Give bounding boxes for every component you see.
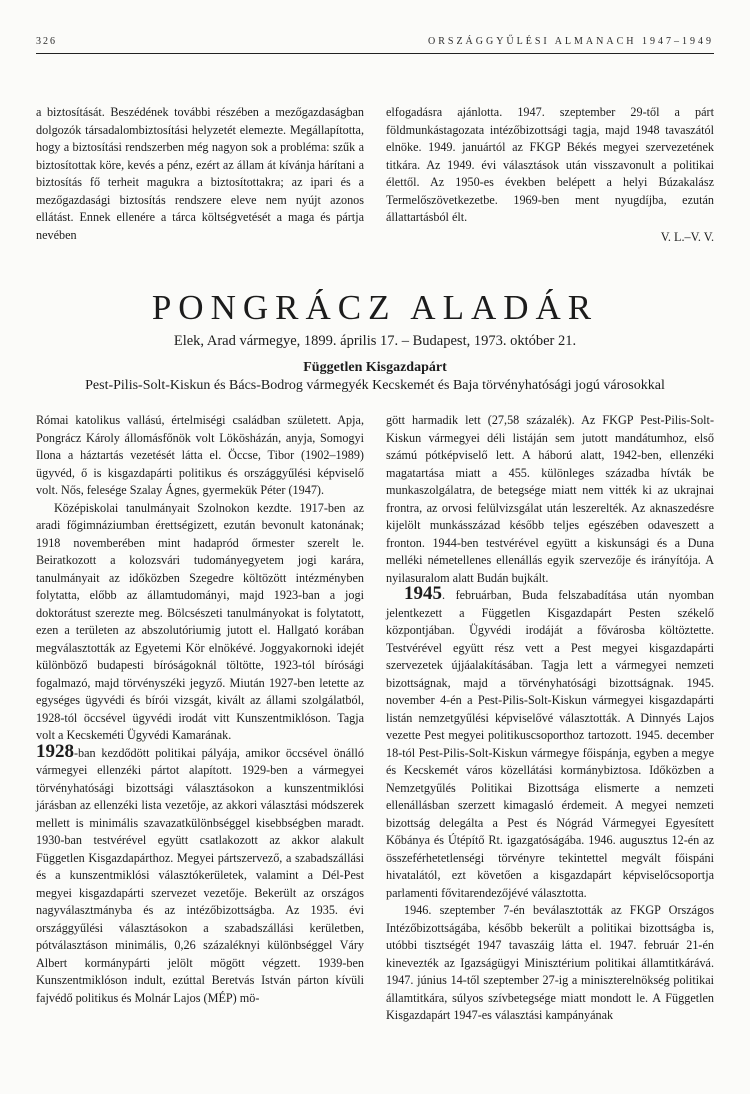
entry-right-column bbox=[386, 412, 714, 1025]
entry-body bbox=[36, 412, 714, 1025]
author-signature: V. L.–V. V. bbox=[660, 229, 714, 244]
paragraph-1945 bbox=[386, 583, 714, 902]
paragraph-politics-text: -ban kezdődött politikai pályája, amikor öccsével önálló vármegyei ellenzéki pártot alapított. 1929-ben a vármegyei törvényhatósági bizottsági választásokon a kunszentmiklósi járásban az ellenzéki lista vezetője, az akkori választási módszerek mellett is minimális szavazatkülönbséggel kisebbségben maradt. 1930-ban testvérével együtt csatlakozott az akkor alakult Független Kisgazdapárthoz. Megyei pártszervező, a szabadszállási és a kunszentmiklósi választókerületek, valamint a Dél-Pest megyei kisgazdapárti szervezet vezetője. Bekerült az országos nagyválasztmányba és az intézőbizottságba. Az 1935. évi országgyűlési választásokon a szabadszállási kerületben, pótválasztáson minimális, 0,26 százaléknyi különbséggel Váry Albert kormánypárti jelölt mögött végzett. 1939-ben Kunszentmiklóson indult, ezúttal Beretvás István párton kívüli fajvédő politikus és Molnár Lajos (MÉP) mö- bbox=[36, 745, 364, 1005]
previous-entry-right-column bbox=[386, 104, 714, 246]
page bbox=[36, 36, 714, 1025]
entry-district: Pest-Pilis-Solt-Kiskun és Bács-Bodrog vármegyék Kecskemét és Baja törvényhatósági jogú városokkal bbox=[85, 378, 665, 393]
previous-entry-left-column bbox=[36, 104, 364, 246]
previous-entry-ending bbox=[36, 104, 714, 246]
paragraph-education: Középiskolai tanulmányait Szolnokon kezdte. 1917-ben az aradi főgimnáziumban érettségizett, ezután bevonult katonának; 1918 novemberében mint hadapród őrmester szerelt le. Beiratkozott a kolozsvári tudományegyetem jogi karára, tanulmányait az időközben Szegedre költözött intézményben folytatta, előbb az államtudományi, majd 1923-ban a jogi doktorátust szerezte meg. Bölcsészeti tanulmányokat is folytatott, ezen a területen az abszolutóriumig jutott el. Hallgató korában megválasztották az Egyetemi Kör elnökévé. Joggyakornoki idejét különböző budapesti bíróságoknál töltötte, 1923-tól bírósági fogalmazó, majd törvényszéki jegyző. Miután 1927-ben letette az egységes ügyvédi és bírói vizsgát, kivált az állami szolgálatból, 1928-tól öccsével ügyvédi irodát vitt Kunszentmiklóson. Tagja volt a Kecskeméti Ügyvédi Kamarának. bbox=[36, 500, 364, 742]
paragraph-war-years: gött harmadik lett (27,58 százalék). Az FKGP Pest-Pilis-Solt-Kiskun vármegyei déli listáján sem jutott mandátumhoz, első számú pótképviselő lett. A háború alatt, 1942-ben, ellenzéki magatartása miatt a 455. különleges századba hívták be munkaszolgálatra, de betegsége miatt nem vitték ki az ukrajnai frontra, az orvosi felülvizsgálat után leszerelték. Az aknaszedésre kijelölt munkásszázad később teljes egészében odaveszett a fronton. 1944-ben testvérével együtt a kiskunsági és a Duna melléki németellenes ellenállás egyik szervezője és irányítója. A nyilasuralom alatt Budán bujkált. bbox=[386, 413, 714, 585]
entry-left-column bbox=[36, 412, 364, 1025]
year-highlight: 1928 bbox=[36, 740, 74, 762]
paragraph-politics-start bbox=[36, 740, 364, 1008]
paragraph-1946: 1946. szeptember 7-én beválasztották az FKGP Országos Intézőbizottságába, később bekerült a politikai bizottságba is, utóbbi tisztségét 1947 tavaszáig látta el. 1947. február 21-én kinevezték az Igazságügyi Minisztérium politikai államtitkárává. 1947. június 14-től szeptember 27-ig a miniszterelnökség politikai államtitkára, súlyos szívbetegsége miatt mondott le. A Független Kisgazdapárt 1947-es választási kampányának bbox=[386, 903, 714, 1022]
paragraph-family: Római katolikus vallású, értelmiségi családban született. Apja, Pongrácz Károly állomásfőnök volt Lökösházán, anyja, Somogyi Ilona a háztartás vezetését látta el. Öccse, Tibor (1902–1989) ügyvéd, ő is kisgazdapárti politikus és országgyűlési képviselő volt. Nős, felesége Szalay Ágnes, gyermekük Péter (1947). bbox=[36, 413, 364, 497]
entry-name: PONGRÁCZ ALADÁR bbox=[151, 288, 599, 327]
entry-party: Független Kisgazdapárt bbox=[303, 360, 447, 375]
paragraph-1945-text: . februárban, Buda felszabadítása után nyomban jelentkezett a Független Kisgazdapárt Pesten székelő központjában. Ügyvédi irodáját a fővárosba költöztette. Testvérével együtt rész vett a Pest megyei kisgazdapárti szervezetek újjáalakításában. Tagja lett a vármegyei nemzeti bizottságnak, majd a törvényhatósági bizottságnak. 1945. november 4-én a Pest-Pilis-Solt-Kiskun vármegyei kisgazdapárti listán nemzetgyűlési képviselővé választották. A Dinnyés Lajos vezette Pest megyei politikuscsoporthoz tartozott. 1945. december 18-tól Pest-Pilis-Solt-Kiskun vármegye főispánja, egyben a megye és Kecskemét város közellátási kormánybiztosa. Időközben a Nemzetgyűlés Politikai Bizottsága elismerte a nemzeti ellenállásban szerzett kimagasló érdemeit. A megyei nemzeti bizottság delegálta a Pest és Nógrád Vármegyei Egyesített Kőbánya és Útépítő Rt. igazgatóságába. 1946. augusztus 12-én az összeférhetetlenségi törvényre tekintettel megvált főispáni hivatalától, ezt követően a kisgazdapárt képviselőcsoportja parlamenti fővitarendezőjévé választotta. bbox=[386, 588, 714, 900]
entry-dates: Elek, Arad vármegye, 1899. április 17. – Budapest, 1973. október 21. bbox=[173, 333, 577, 349]
year-highlight: 1945 bbox=[404, 583, 442, 604]
previous-entry-left-text: a biztosítását. Beszédének további részében a mezőgazdaságban dolgozók társadalombiztosítási helyzetét elemezte. Megállapította, hogy a biztosítási rendszerben még nagyon sok a probléma: szűk a biztosítottak köre, kevés a pénz, ezért az állam át kívánja hárítani a biztosítás fő terheit magukra a biztosítottakra; az ipari és a mezőgazdasági biztosítás rendszere eleve nem nyújt azonos ellátást. Ennek ellenére a tárca költségvetését a maga és pártja nevében bbox=[36, 105, 364, 242]
running-title: ORSZÁGGYŰLÉSI ALMANACH 1947–1949 bbox=[427, 36, 714, 47]
running-head bbox=[36, 36, 714, 54]
page-number: 326 bbox=[36, 36, 57, 47]
previous-entry-right-text: elfogadásra ajánlotta. 1947. szeptember 29-től a párt földmunkástagozata intézőbizottsági tagja, majd 1948 tavaszától elnöke. 1949. januártól az FKGP Békés megyei szervezetének titkára. Az 1949. évi választások után visszavonult a politikai élettől. Az 1950-es években belépett a helyi Búzakalász Termelőszövetkezetbe. 1969-ben ment nyugdíjba, ezután állattartásból élt. bbox=[386, 105, 714, 224]
